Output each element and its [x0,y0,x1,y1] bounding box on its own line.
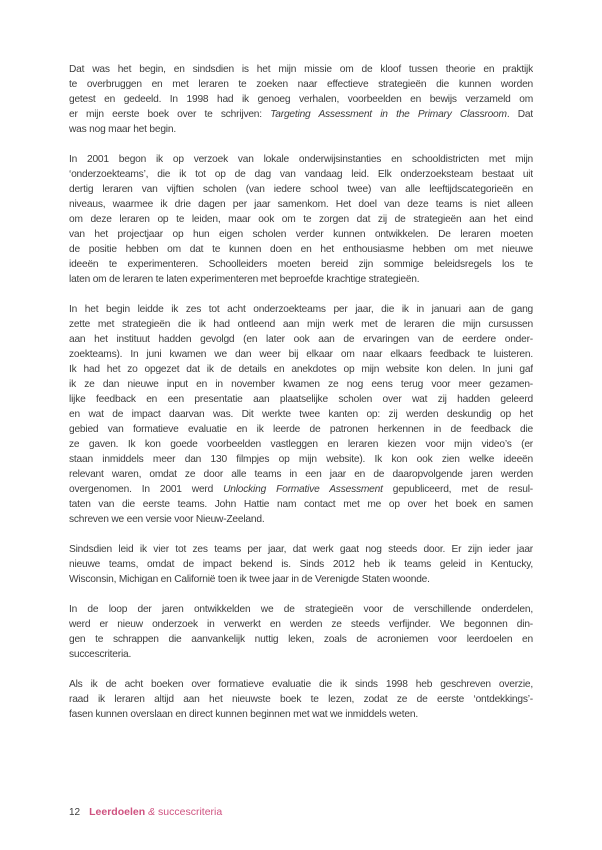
text-line: schreven we een versie voor Nieuw-Zeeland. [69,514,265,525]
text-line: raad ik leraren altijd aan het nieuwste boek te lezen, zodat ze de eerste ‘ontdekkings’- [69,694,533,705]
text-line: niveaus, waarmee ik drie dagen per jaar samenkom. Het doel van deze teams is niet alleen [69,199,533,210]
paragraph [69,542,533,587]
text-line: Ik had het zo opgezet dat ik de details en anekdotes op mijn website kon delen. In juni gaf [69,364,533,375]
running-title-main: Leerdoelen [89,806,146,818]
text-line: staan inmiddels meer dan 130 filmpjes op mijn website). Ik kon ook zien welke ideeën [69,454,533,465]
text-line: lijke feedback en een presentatie aan plaatselijke scholen over wat zij hadden geleerd [69,394,533,405]
text-line: Sindsdien leid ik vier tot zes teams per jaar, dat werk gaat nog steeds door. Er zijn ieder jaar [69,544,533,555]
text-line: de positie hebben om dat te kunnen doen en het enthousiasme hebben om met nieuwe [69,244,533,255]
text-line: gebied van formatieve evaluatie en ik leerde de patronen herkennen in de feedback die [69,424,533,435]
text-line: overgenomen. In 2001 werd Unlocking Formative Assessment gepubliceerd, met de resul- [69,484,533,495]
text-line: In 2001 begon ik op verzoek van lokale onderwijsinstanties en schooldistricten met mijn [69,154,533,165]
text-line: relevant waren, omdat ze door alle teams in een jaar en de daaropvolgende jaren werden [69,469,533,480]
text-line: taten van die eerste teams. John Hattie nam contact met me op over het boek en samen [69,499,533,510]
running-title [89,806,222,818]
book-title-italic: Unlocking Formative Assessment [223,484,383,495]
text-line: In het begin leidde ik zes tot acht onderzoekteams per jaar, die ik in januari aan de gang [69,304,533,315]
text-line: om deze leraren op te leiden, maar ook om te zorgen dat zij de strategieën aan het eind [69,214,533,225]
text-line: ideeën te experimenteren. Schoolleiders moeten bereid zijn sommige beleidsregels los te [69,259,533,270]
text-line: In de loop der jaren ontwikkelden we de strategieën voor de verschillende onderdelen, [69,604,533,615]
text-line: fasen kunnen overslaan en direct kunnen beginnen met wat we inmiddels weten. [69,709,418,720]
text-line: dertig leraren van vijftien scholen (van iedere school twee) van alle leeftijdscategorieën en [69,184,533,195]
text-line: ik ze dan nieuwe input en in november kwamen ze nog eens terug voor meer gezamen- [69,379,533,390]
text-line: laten om de leraren te laten experimenteren met beproefde krachtige strategieën. [69,274,420,285]
text-line: Dat was het begin, en sindsdien is het mijn missie om de kloof tussen theorie en praktijk [69,64,533,75]
text-line: werd er nieuw onderzoek in verwerkt en werden ze steeds verfijnder. We begonnen din- [69,619,533,630]
paragraph [69,677,533,722]
text-line: ze gaven. Ik kon goede voorbeelden vastleggen en leraren kiezen voor mijn video’s (er [69,439,533,450]
text-line: van het projectjaar op hun eigen scholen verder kunnen ontwikkelen. De leraren moeten [69,229,533,240]
text-line: en wat de impact daarvan was. Dit werkte twee kanten op: zij werden deskundig op het [69,409,533,420]
text-line: ‘onderzoekteams’, die ik tot op de dag van vandaag leid. Elk onderzoeksteam bestaat uit [69,169,533,180]
text-line: er mijn eerste boek over te schrijven: Targeting Assessment in the Primary Classroom. Dat [69,109,533,120]
text-line: succescriteria. [69,649,132,660]
paragraph [69,152,533,287]
text-line: getest en gedeeld. In 1998 had ik genoeg verhalen, voorbeelden en bewijs verzameld om [69,94,533,105]
paragraph [69,302,533,527]
footer [69,806,222,818]
text-line: te overbruggen en met leraren te zoeken naar effectieve strategieën die kunnen worden [69,79,533,90]
text-line: aan het instituut hadden gevolgd (en later ook aan de ervaringen van de eerdere onder- [69,334,533,345]
text-block [69,62,533,737]
paragraph [69,62,533,137]
text-line: zoekteams). In juni kwamen we dan weer bij elkaar om naar elkaars feedback te luisteren. [69,349,533,360]
text-line: Wisconsin, Michigan en Californië toen ik twee jaar in de Verenigde Staten woonde. [69,574,430,585]
paragraph [69,602,533,662]
text-line: gen te schrappen die aanvankelijk nuttig leken, zoals de acroniemen voor leerdoelen en [69,634,533,645]
text-line: zette met strategieën die ik had ontleend aan mijn werk met de leraren die mijn cursussen [69,319,533,330]
text-line: Als ik de acht boeken over formatieve evaluatie die ik sinds 1998 heb geschreven overzie, [69,679,533,690]
text-line: nieuwe teams, omdat de impact bekend is. Sinds 2012 heb ik teams geleid in Kentucky, [69,559,533,570]
page-number: 12 [69,807,81,818]
text-line: was nog maar het begin. [69,124,176,135]
running-title-rest: succescriteria [158,806,223,818]
book-title-italic: Targeting Assessment in the Primary Classroom [270,109,507,120]
running-title-ampersand: & [148,806,156,818]
